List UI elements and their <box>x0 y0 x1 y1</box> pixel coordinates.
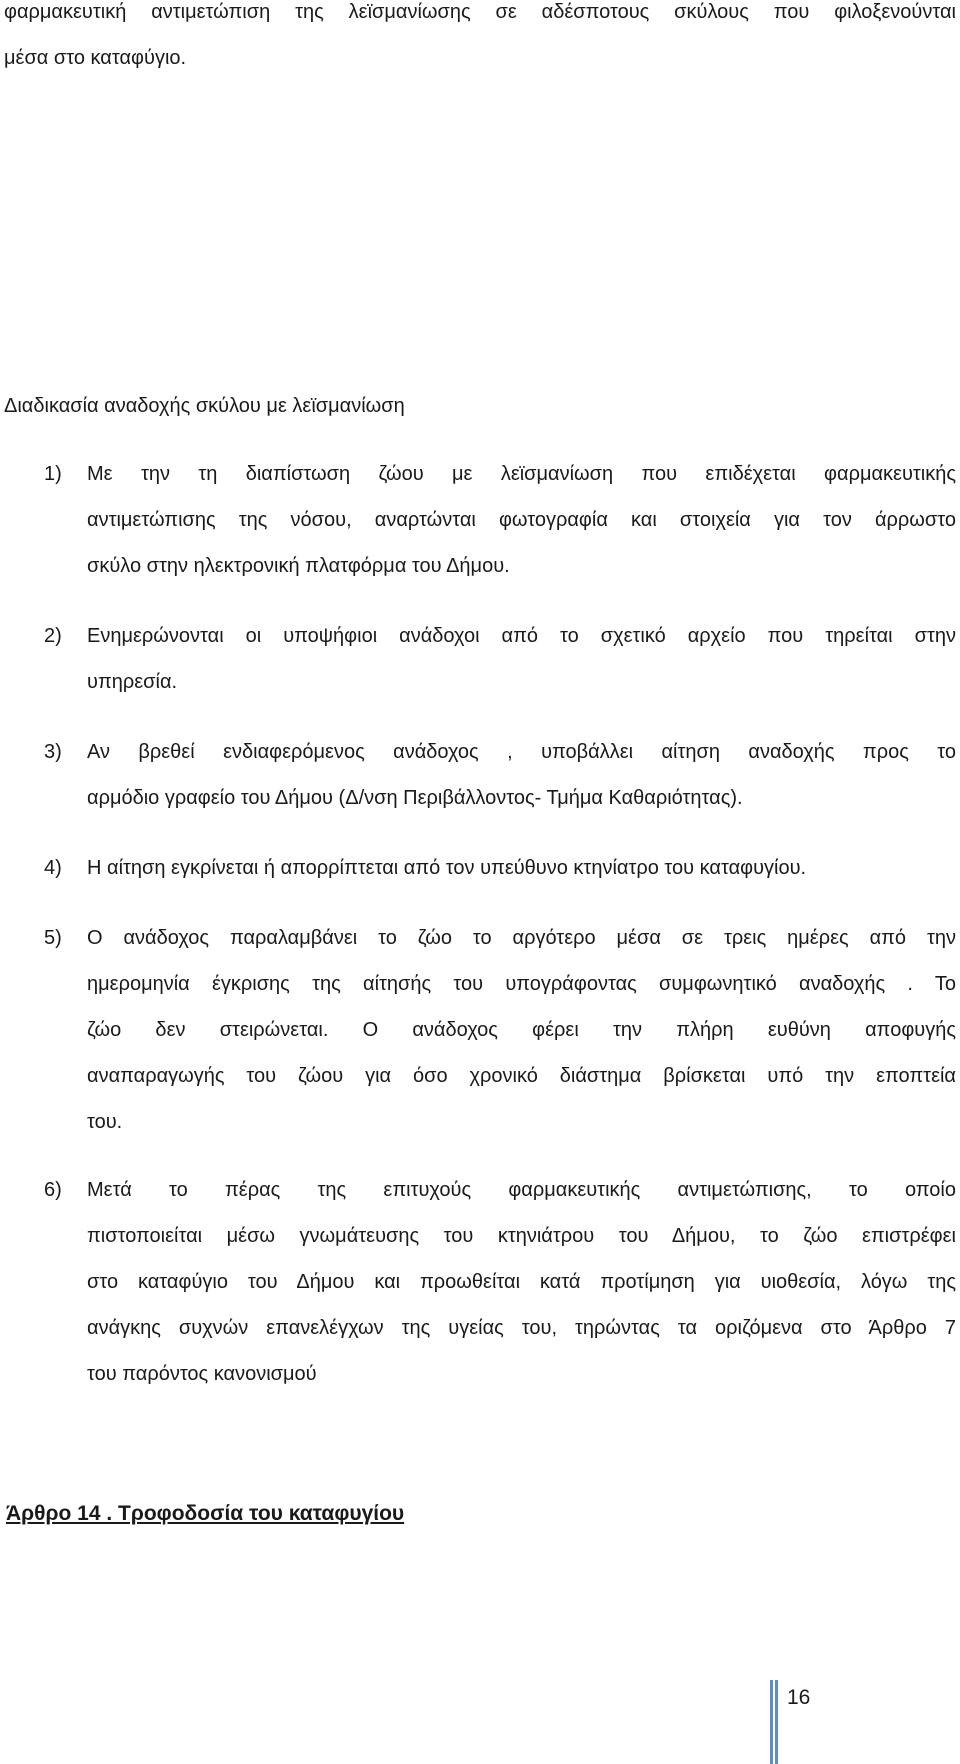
item-1-line-1: Με την τη διαπίστωση ζώου με λεϊσμανίωση που επιδέχεται φαρμακευτικής <box>87 463 956 485</box>
item-3-number: 3) <box>44 741 62 763</box>
article-title: Άρθρο 14 . Τροφοδοσία του καταφυγίου <box>6 1502 405 1525</box>
item-2-number: 2) <box>44 625 62 647</box>
item-6-number: 6) <box>44 1179 62 1201</box>
page-number-rule <box>770 1680 778 1764</box>
page-number: 16 <box>787 1686 811 1709</box>
item-5-line-4: αναπαραγωγής του ζώου για όσο χρονικό διάστημα βρίσκεται υπό την εποπτεία <box>87 1065 956 1087</box>
item-4-number: 4) <box>44 857 62 879</box>
intro-line-2: μέσα στο καταφύγιο. <box>4 47 187 69</box>
item-5-line-5: του. <box>87 1111 123 1133</box>
item-5-line-3: ζώο δεν στειρώνεται. Ο ανάδοχος φέρει την πλήρη ευθύνη αποφυγής <box>87 1019 956 1041</box>
item-1-number: 1) <box>44 463 62 485</box>
item-3-line-1: Αν βρεθεί ενδιαφερόμενος ανάδοχος , υποβάλλει αίτηση αναδοχής προς το <box>87 741 956 763</box>
item-1-line-2: αντιμετώπισης της νόσου, αναρτώνται φωτογραφία και στοιχεία για τον άρρωστο <box>87 509 956 531</box>
item-4-line-1: Η αίτηση εγκρίνεται ή απορρίπτεται από τον υπεύθυνο κτηνίατρο του καταφυγίου. <box>87 857 807 879</box>
item-6-line-2: πιστοποιείται μέσω γνωμάτευσης του κτηνιάτρου του Δήμου, το ζώο επιστρέφει <box>87 1225 956 1247</box>
intro-line-1: φαρμακευτική αντιμετώπιση της λεϊσμανίωσης σε αδέσποτους σκύλους που φιλοξενούνται <box>4 1 956 23</box>
item-5-line-2: ημερομηνία έγκρισης της αίτησής του υπογράφοντας συμφωνητικό αναδοχής . Το <box>87 973 956 995</box>
item-5-line-1: Ο ανάδοχος παραλαμβάνει το ζώο το αργότερο μέσα σε τρεις ημέρες από την <box>87 927 956 949</box>
item-2-line-2: υπηρεσία. <box>87 671 178 693</box>
procedure-heading: Διαδικασία αναδοχής σκύλου με λεϊσμανίωση <box>4 395 405 417</box>
item-6-line-5: του παρόντος κανονισμού <box>87 1363 317 1385</box>
item-2-line-1: Ενημερώνονται οι υποψήφιοι ανάδοχοι από το σχετικό αρχείο που τηρείται στην <box>87 625 956 647</box>
item-6-line-4: ανάγκης συχνών επανελέγχων της υγείας του, τηρώντας τα οριζόμενα στο Άρθρο 7 <box>87 1317 956 1339</box>
item-6-line-3: στο καταφύγιο του Δήμου και προωθείται κατά προτίμηση για υιοθεσία, λόγω της <box>87 1271 956 1293</box>
item-6-line-1: Μετά το πέρας της επιτυχούς φαρμακευτικής αντιμετώπισης, το οποίο <box>87 1179 956 1201</box>
item-1-line-3: σκύλο στην ηλεκτρονική πλατφόρμα του Δήμου. <box>87 555 510 577</box>
item-3-line-2: αρμόδιο γραφείο του Δήμου (Δ/νση Περιβάλλοντος- Τμήμα Καθαριότητας). <box>87 787 743 809</box>
item-5-number: 5) <box>44 927 62 949</box>
